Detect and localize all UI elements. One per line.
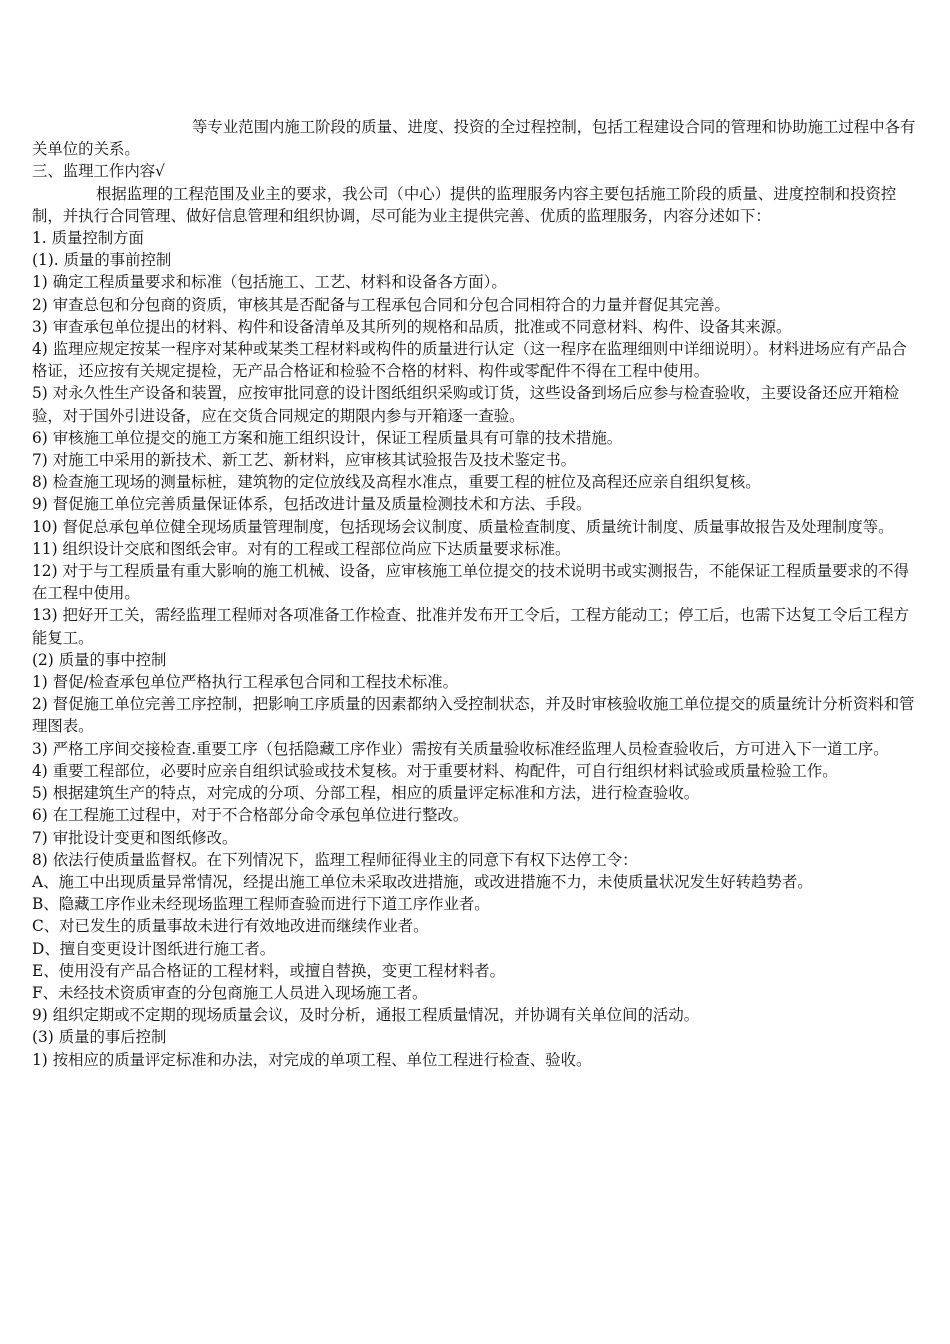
subheading-post-control: (3) 质量的事后控制 [32, 1028, 167, 1047]
subheading-during-control: (2) 质量的事中控制 [32, 650, 167, 669]
list-item: 2) 督促施工单位完善工序控制，把影响工序质量的因素都纳入受控制状态，并及时审核验收施工单位提交的质量统计分析资料和管理图表。 [32, 695, 915, 736]
list-item: 7) 审批设计变更和图纸修改。 [32, 828, 238, 847]
list-item: 4) 重要工程部位，必要时应亲自组织试验或技术复核。对于重要材料、构配件，可自行组织材料试验或质量检验工作。 [32, 761, 838, 780]
list-item: A、施工中出现质量异常情况，经提出施工单位未采取改进措施，或改进措施不力，未使质量状况发生好转趋势者。 [32, 872, 813, 891]
section-paragraph: 根据监理的工程范围及业主的要求，我公司（中心）提供的监理服务内容主要包括施工阶段的质量、进度控制和投资控制，并执行合同管理、做好信息管理和组织协调，尽可能为业主提供完善、优质的监理服务，内容分述如下： [32, 184, 897, 225]
list-item: 3) 严格工序间交接检查.重要工序（包括隐藏工序作业）需按有关质量验收标准经监理人员检查验收后，方可进入下一道工序。 [32, 739, 889, 758]
list-item: 10) 督促总承包单位健全现场质量管理制度，包括现场会议制度、质量检查制度、质量统计制度、质量事故报告及处理制度等。 [32, 517, 894, 536]
list-item: 12) 对于与工程质量有重大影响的施工机械、设备，应审核施工单位提交的技术说明书或实测报告，不能保证工程质量要求的不得在工程中使用。 [32, 562, 909, 603]
list-item: 13) 把好开工关，需经监理工程师对各项准备工作检查、批准并发布开工令后，工程方能动工；停工后，也需下达复工令后工程方能复工。 [32, 606, 909, 647]
list-item: C、对已发生的质量事故未进行有效地改进而继续作业者。 [32, 917, 429, 936]
list-item: 1) 督促/检查承包单位严格执行工程承包合同和工程技术标准。 [32, 673, 459, 692]
list-item: 7) 对施工中采用的新技术、新工艺、新材料，应审核其试验报告及技术鉴定书。 [32, 451, 576, 470]
list-item: 9) 督促施工单位完善质量保证体系，包括改进计量及质量检测技术和方法、手段。 [32, 495, 592, 514]
intro-paragraph: 等专业范围内施工阶段的质量、进度、投资的全过程控制，包括工程建设合同的管理和协助施工过程中各有关单位的关系。 [32, 118, 916, 159]
list-item: D、擅自变更设计图纸进行施工者。 [32, 939, 276, 958]
section-heading: 三、监理工作内容√ [32, 162, 165, 181]
list-item: 9) 组织定期或不定期的现场质量会议，及时分析，通报工程质量情况，并协调有关单位间的活动。 [32, 1006, 700, 1025]
heading-quality-control: 1. 质量控制方面 [32, 229, 144, 248]
list-item: 5) 根据建筑生产的特点，对完成的分项、分部工程，相应的质量评定标准和方法，进行检查验收。 [32, 784, 700, 803]
list-item: 1) 确定工程质量要求和标准（包括施工、工艺、材料和设备各方面）。 [32, 273, 507, 292]
list-item: 4) 监理应规定按某一程序对某种或某类工程材料或构件的质量进行认定（这一程序在监理细则中详细说明）。材料进场应有产品合格证，还应按有关规定提检，无产品合格证和检验不合格的材料、构件或零配件不得在工程中使用。 [32, 340, 907, 381]
list-item: 6) 审核施工单位提交的施工方案和施工组织设计，保证工程质量具有可靠的技术措施。 [32, 428, 623, 447]
list-item: 2) 审查总包和分包商的资质，审核其是否配备与工程承包合同和分包合同相符合的力量并督促其完善。 [32, 295, 730, 314]
subheading-pre-control: (1). 质量的事前控制 [32, 251, 172, 270]
list-item: F、未经技术资质审查的分包商施工人员进入现场施工者。 [32, 983, 428, 1002]
list-item: B、隐藏工序作业未经现场监理工程师查验而进行下道工序作业者。 [32, 895, 490, 914]
list-item: 6) 在工程施工过程中，对于不合格部分命令承包单位进行整改。 [32, 806, 469, 825]
list-item: E、使用没有产品合格证的工程材料，或擅自替换，变更工程材料者。 [32, 961, 505, 980]
list-item: 5) 对永久性生产设备和装置，应按审批同意的设计图纸组织采购或订货，这些设备到场后应参与检查验收，主要设备还应开箱检验，对于国外引进设备，应在交货合同规定的期限内参与开箱逐一查验。 [32, 384, 900, 425]
list-item: 1) 按相应的质量评定标准和办法，对完成的单项工程、单位工程进行检查、验收。 [32, 1050, 592, 1069]
list-item: 3) 审查承包单位提出的材料、构件和设备清单及其所列的规格和品质，批准或不同意材料、构件、设备其来源。 [32, 317, 792, 336]
document-page [32, 116, 920, 1071]
list-item: 11) 组织设计交底和图纸会审。对有的工程或工程部位尚应下达质量要求标准。 [32, 539, 571, 558]
list-item: 8) 检查施工现场的测量标桩，建筑物的定位放线及高程水准点，重要工程的桩位及高程还应亲自组织复核。 [32, 473, 761, 492]
list-item: 8) 依法行使质量监督权。在下列情况下，监理工程师征得业主的同意下有权下达停工令： [32, 850, 638, 869]
